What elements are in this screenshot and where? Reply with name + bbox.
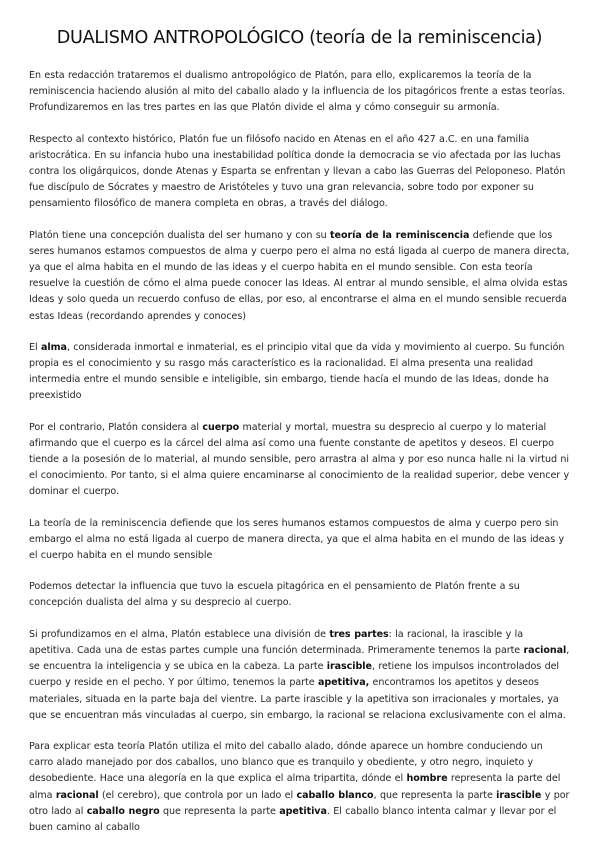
document-body	[29, 68, 570, 836]
text-run: , que representa la parte	[373, 789, 497, 801]
paragraph	[29, 132, 570, 213]
text-run: defiende que los seres humanos estamos compuestos de alma y cuerpo pero el alma no está ligada al cuerpo de manera directa, ya que el alma habita en el mundo de las ideas y el cuerpo habita en el mundo sensible. Con esta teoría resuelve la cuestión de cómo el alma puede conocer las Ideas. Al entrar al mundo sensible, el alma olvida estas Ideas y solo queda un recuerdo confuso de ellas, por eso, al encontrarse el alma en el mundo sensible recuerda estas Ideas (recordando aprendes y conoces)	[29, 229, 570, 322]
bold-term: alma	[40, 341, 67, 353]
bold-term: caballo blanco	[296, 789, 374, 801]
text-run: representa la parte del alma	[29, 773, 561, 801]
bold-term: teoría de la reminiscencia	[330, 229, 470, 241]
bold-term: tres partes	[329, 628, 389, 640]
paragraph	[29, 516, 570, 565]
bold-term: caballo negro	[86, 805, 160, 817]
document-title: DUALISMO ANTROPOLÓGICO (teoría de la reminiscencia)	[56, 28, 543, 48]
text-run: (el cerebro), que controla por un lado el	[98, 789, 297, 801]
text-run: que representa la parte	[159, 805, 280, 817]
bold-term: apetitiva,	[317, 677, 370, 689]
bold-term: racional	[55, 789, 99, 801]
paragraph	[29, 739, 570, 836]
text-run: y por otro lado al	[29, 789, 570, 817]
bold-term: apetitiva	[279, 805, 327, 817]
text-run: . El caballo blanco intenta calmar y llevar por el buen camino al caballo	[29, 805, 557, 833]
text-run: Por el contrario, Platón considera al	[29, 421, 203, 433]
paragraph	[29, 579, 570, 611]
text-run: Podemos detectar la influencia que tuvo la escuela pitagórica en el pensamiento de Platón frente a su concepción dualista del alma y su desprecio al cuerpo.	[29, 581, 520, 609]
text-run: , se encuentra la inteligencia y se ubica en la cabeza. La parte	[29, 644, 570, 673]
text-run: Si profundizamos en el alma, Platón establece una división de	[29, 628, 330, 640]
text-run: , retiene los impulsos incontrolados del cuerpo y reside en el pecho. Y por último, tenemos la parte	[29, 661, 560, 689]
text-run: Respecto al contexto histórico, Platón fue un filósofo nacido en Atenas en el año 427 a.C. en una familia aristocrática. En su infancia hubo una inestabilidad política donde la democracia se vio afectada por las luchas contra los oligárquicos, donde Atenas y Esparta se enfrentan y llevan a cabo las Guerras del Peloponeso. Platón fue discípulo de Sócrates y maestro de Aristóteles y tuvo una gran relevancia, sobre todo por exponer su pensamiento filosófico de manera completa en obras, a través del diálogo.	[29, 133, 566, 210]
text-run: El	[29, 341, 41, 353]
bold-term: hombre	[406, 773, 448, 785]
bold-term: racional	[523, 644, 567, 656]
text-run: material y mortal, muestra su desprecio al cuerpo y lo material afirmando que el cuerpo es la cárcel del alma así como una fuente constante de apetitos y deseos. El cuerpo tiende a la posesión de lo material, al mundo sensible, pero arrastra al alma y por eso nunca halle ni la virtud ni el conocimiento. Por tanto, si el alma quiere encaminarse al conocimiento de la realidad superior, debe vencer y dominar el cuerpo.	[29, 421, 570, 498]
text-run: , considerada inmortal e inmaterial, es el principio vital que da vida y movimiento al cuerpo. Su función propia es el conocimiento y su rasgo más característico es la racionalidad. El alma presenta una realidad intermedia entre el mundo sensible e inteligible, sin embargo, tiende hacía el mundo de las Ideas, donde ha preexistido	[29, 341, 565, 402]
text-run: : la racional, la irascible y la apetitiva. Cada una de estas partes cumple una función determinada. Primeramente tenemos la parte	[29, 628, 524, 656]
paragraph	[29, 228, 570, 325]
text-run: Platón tiene una concepción dualista del ser humano y con su	[29, 229, 331, 241]
bold-term: irascible	[326, 661, 372, 673]
paragraph	[29, 68, 570, 117]
text-run: La teoría de la reminiscencia defiende que los seres humanos estamos compuestos de alma y cuerpo pero sin embargo el alma no está ligada al cuerpo de manera directa, ya que el alma habita en el mundo de las ideas y el cuerpo habita en el mundo sensible	[29, 517, 565, 562]
text-run: Para explicar esta teoría Platón utiliza el mito del caballo alado, dónde aparece un hombre conduciendo un carro alado manejado por dos caballos, uno blanco que es tranquilo y obediente, y otro negro, inquieto y desobediente. Hace una alegoría en la que explica el alma tripartita, dónde el	[29, 740, 543, 785]
text-run: encontramos los apetitos y deseos materiales, situada en la parte baja del vientre. La parte irascible y la apetitiva son irracionales y mortales, ya que se encuentran más vinculadas al cuerpo, sin embargo, la racional se relaciona exclusivamente con el alma.	[29, 677, 566, 721]
paragraph	[29, 340, 570, 405]
paragraph	[29, 420, 570, 501]
paragraph	[29, 627, 570, 724]
text-run: En esta redacción trataremos el dualismo antropológico de Platón, para ello, explicaremos la teoría de la reminiscencia haciendo alusión al mito del caballo alado y la influencia de los pitagóricos frente a estas teorías. Profundizaremos en las tres partes en las que Platón divide el alma y cómo conseguir su armonía.	[29, 70, 566, 114]
bold-term: cuerpo	[202, 421, 240, 433]
bold-term: irascible	[496, 789, 542, 801]
